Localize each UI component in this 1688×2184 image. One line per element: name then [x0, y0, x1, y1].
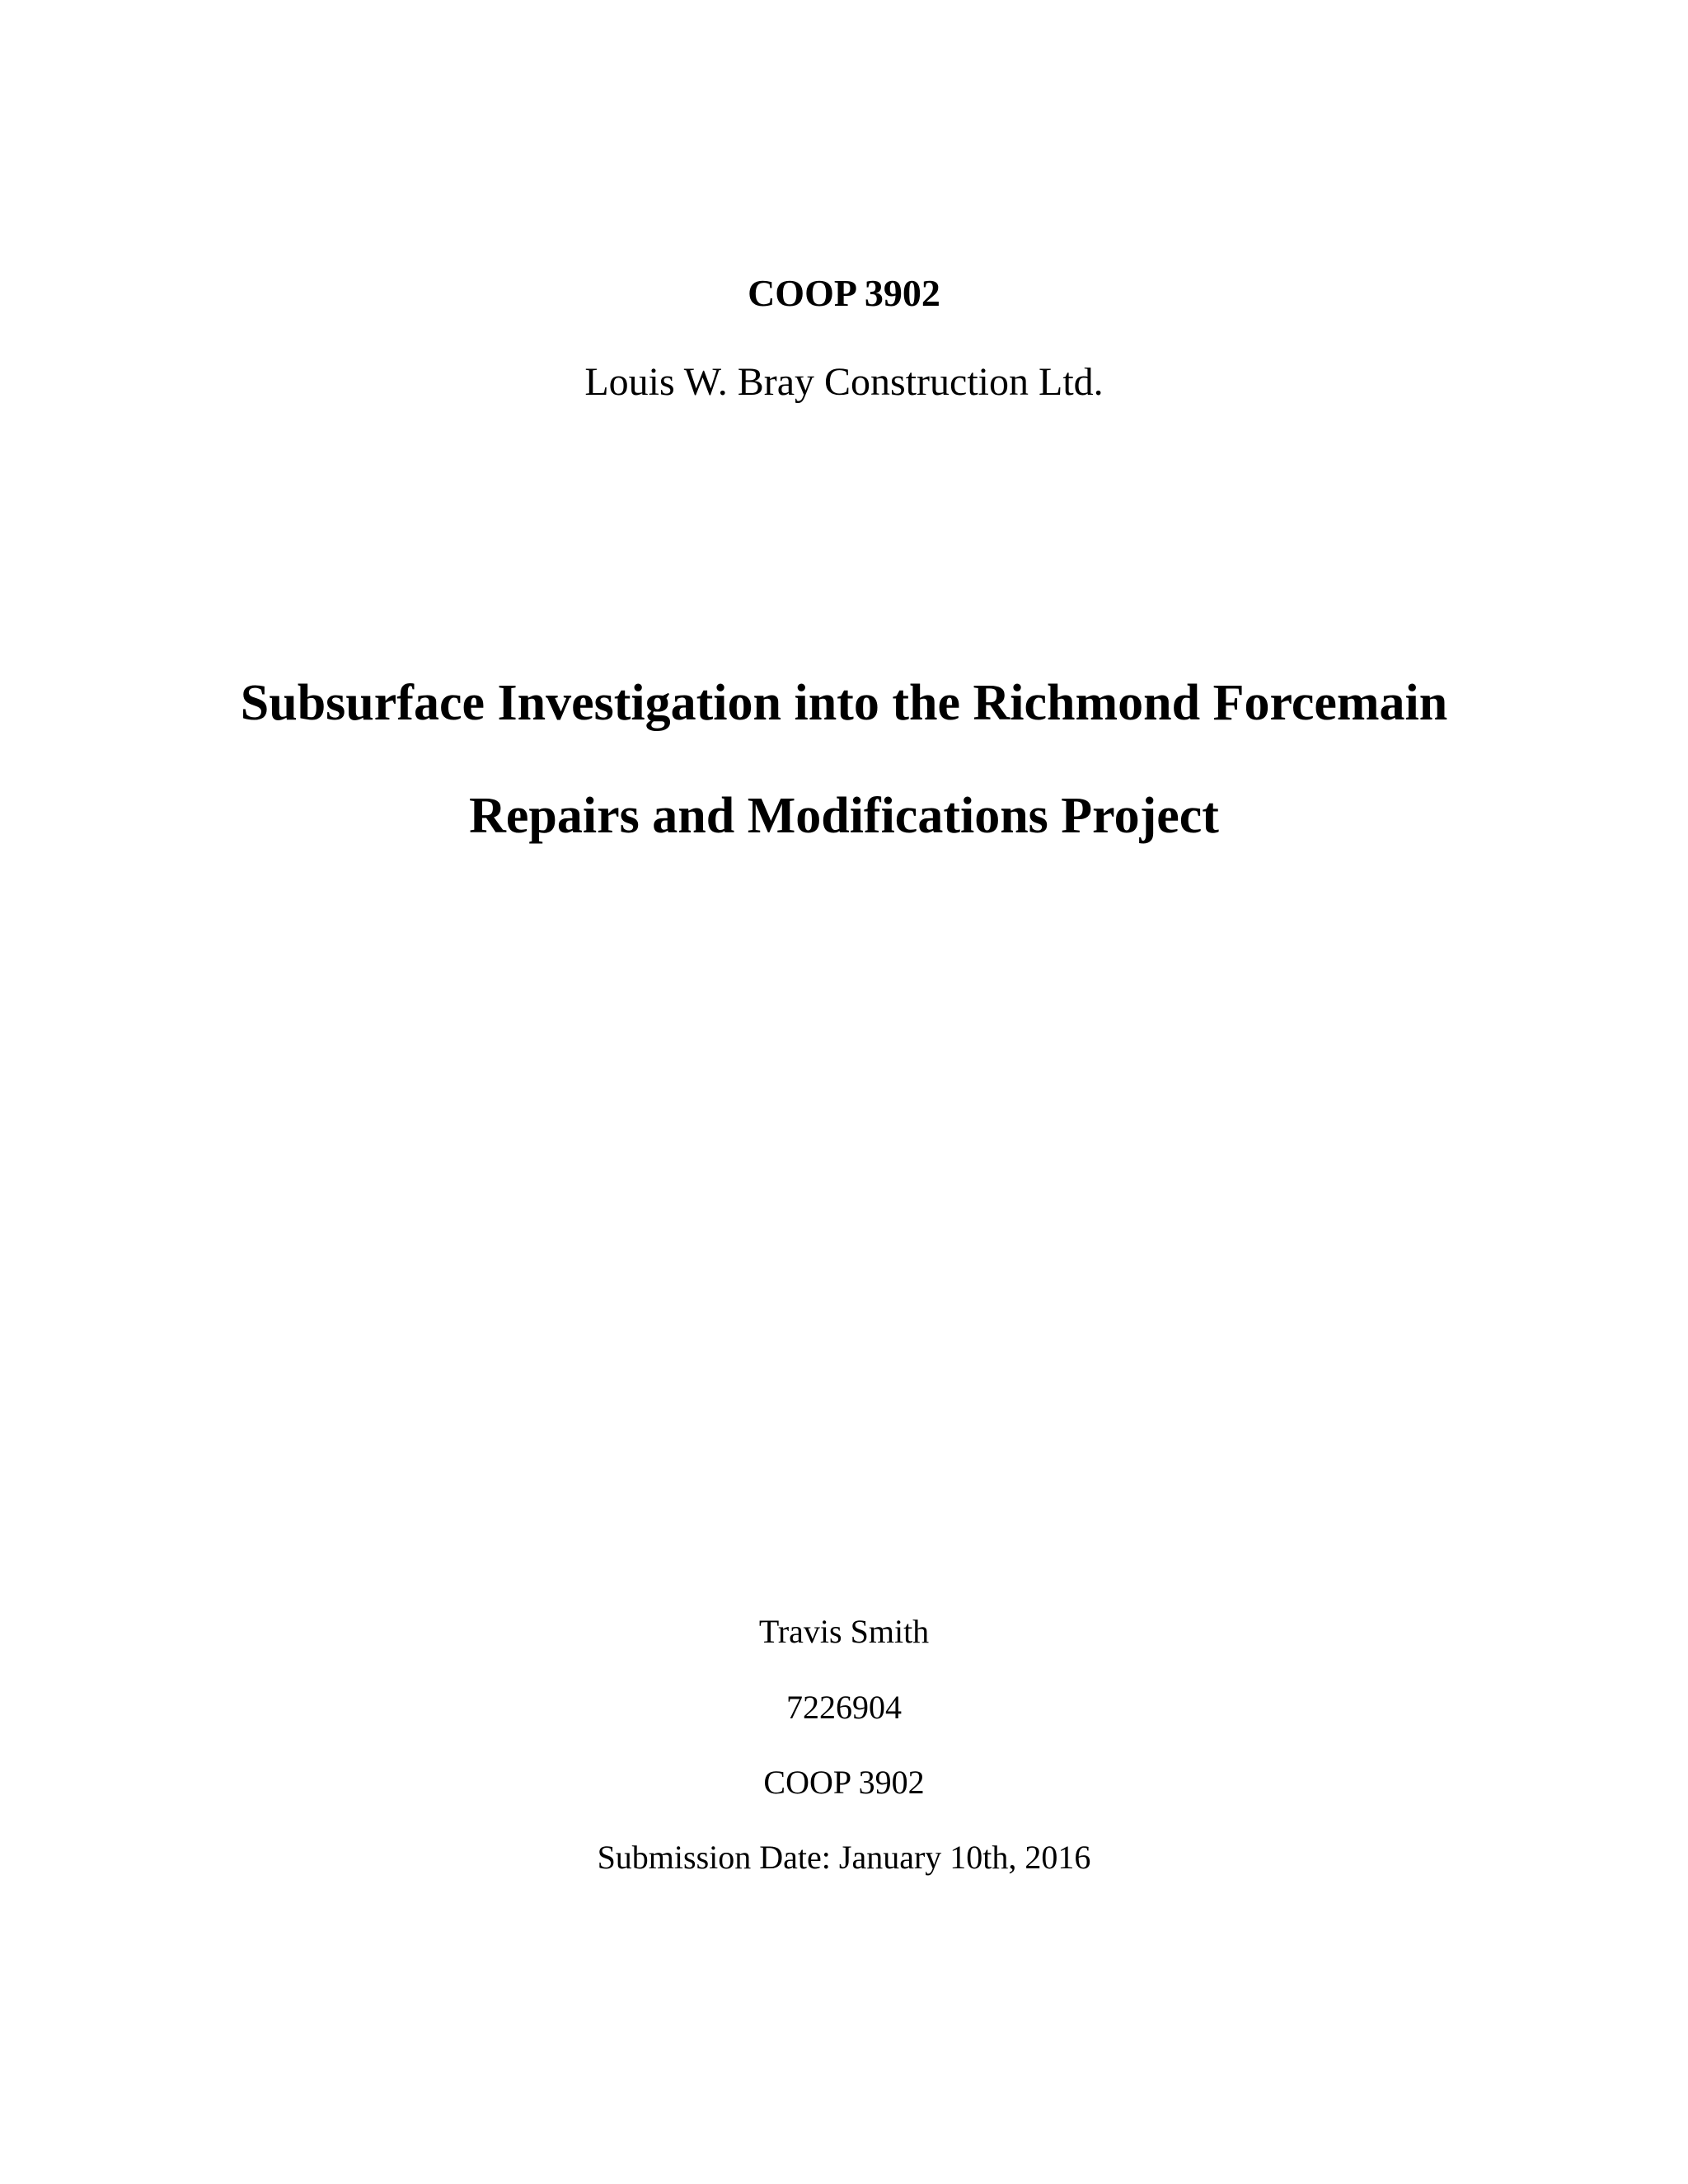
course-code-footer: COOP 3902 [763, 1764, 925, 1801]
student-number: 7226904 [786, 1689, 902, 1726]
course-code-heading: COOP 3902 [748, 272, 940, 314]
report-title-line-2: Repairs and Modifications Project [469, 788, 1219, 844]
author-name: Travis Smith [758, 1613, 930, 1650]
submission-date: Submission Date: January 10th, 2016 [597, 1839, 1091, 1876]
report-title-line-1: Subsurface Investigation into the Richmond Forcemain [240, 675, 1448, 731]
company-name: Louis W. Bray Construction Ltd. [584, 360, 1104, 404]
